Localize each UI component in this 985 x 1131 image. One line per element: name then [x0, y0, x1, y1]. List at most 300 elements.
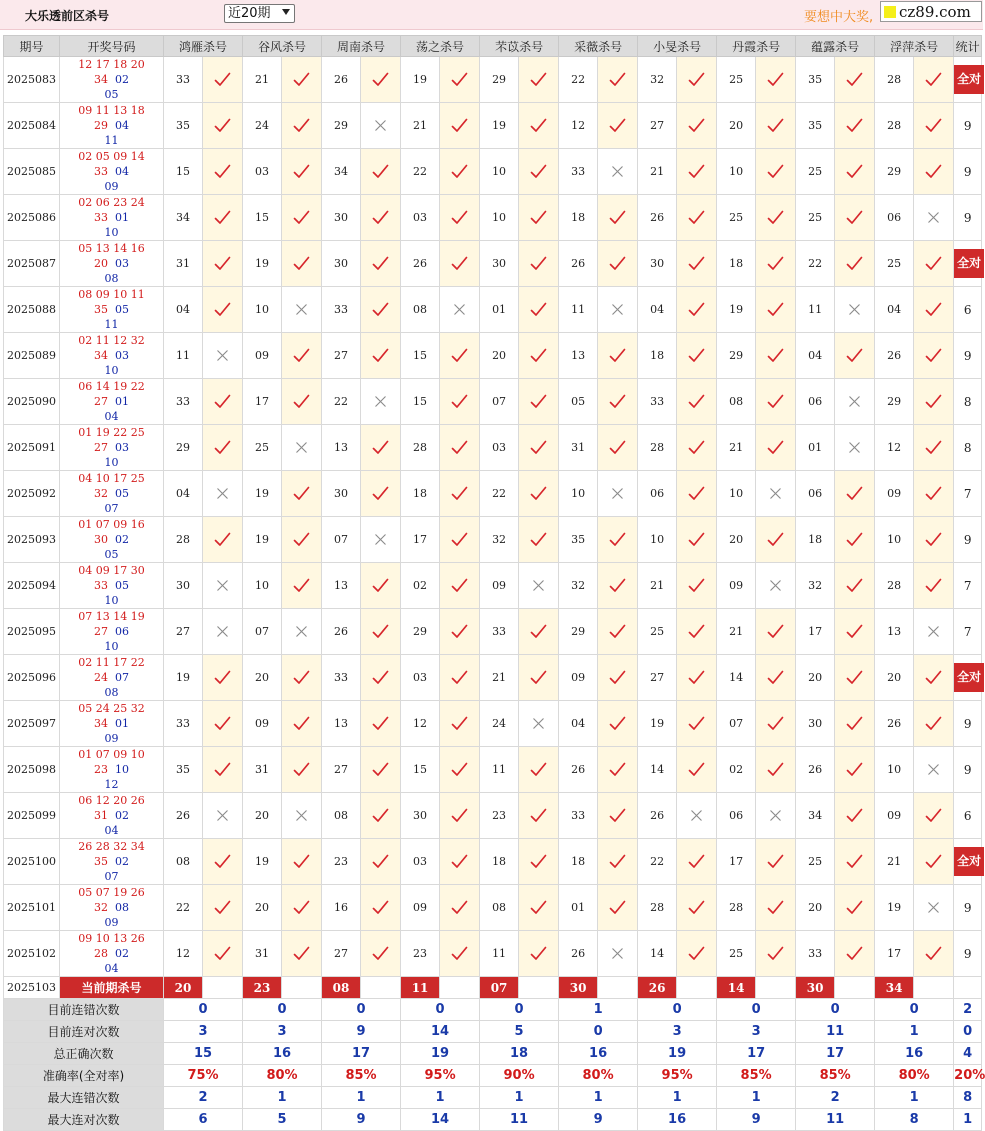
chevron-down-icon — [282, 9, 290, 15]
kill-number-cell: 08 — [401, 287, 440, 333]
check-icon — [835, 103, 875, 149]
kill-number-cell: 26 — [322, 57, 361, 103]
check-icon — [598, 517, 638, 563]
empty-cell — [677, 977, 717, 999]
stats-label: 最大连对次数 — [4, 1109, 164, 1131]
back-number: 01 — [115, 395, 129, 408]
current-kill-number: 34 — [875, 977, 914, 999]
check-icon — [282, 103, 322, 149]
cross-icon — [361, 379, 401, 425]
promo-text[interactable]: 要想中大奖, — [804, 10, 874, 25]
stats-value: 2 — [954, 999, 982, 1021]
kill-number-cell: 31 — [243, 931, 282, 977]
kill-number-cell: 28 — [717, 885, 756, 931]
kill-number-cell: 21 — [480, 655, 519, 701]
kill-number-cell: 17 — [401, 517, 440, 563]
kill-number-cell: 19 — [480, 103, 519, 149]
period-cell: 2025102 — [4, 931, 60, 977]
current-period-cell: 2025103 — [4, 977, 60, 999]
stats-row — [4, 1109, 982, 1131]
front-numbers: 26 28 32 34 35 — [78, 840, 145, 868]
front-numbers: 05 13 14 16 20 — [78, 242, 145, 270]
all-correct-badge: 全对 — [954, 663, 984, 692]
front-numbers: 02 11 17 22 24 — [78, 656, 145, 684]
check-icon — [756, 333, 796, 379]
check-icon — [361, 931, 401, 977]
cross-icon — [203, 793, 243, 839]
check-icon — [598, 195, 638, 241]
check-icon — [440, 517, 480, 563]
period-cell: 2025087 — [4, 241, 60, 287]
kill-number-cell: 26 — [401, 241, 440, 287]
stats-value: 19 — [638, 1043, 717, 1065]
back-number: 03 — [115, 441, 129, 454]
kill-number-cell: 20 — [796, 655, 835, 701]
back-number: 08 — [104, 686, 119, 699]
check-icon — [756, 287, 796, 333]
col-header-stats: 统计 — [954, 36, 982, 57]
kill-number-cell: 21 — [638, 149, 677, 195]
draw-numbers-cell — [60, 379, 164, 425]
back-number: 05 — [104, 88, 119, 101]
check-icon — [914, 57, 954, 103]
check-icon — [598, 885, 638, 931]
kill-number-cell: 29 — [322, 103, 361, 149]
draw-numbers-cell — [60, 241, 164, 287]
kill-number-cell: 27 — [164, 609, 203, 655]
back-number: 10 — [104, 594, 119, 607]
kill-number-cell: 26 — [559, 931, 598, 977]
stats-value: 0 — [717, 999, 796, 1021]
empty-cell — [598, 977, 638, 999]
stats-value: 75% — [164, 1065, 243, 1087]
kill-number-cell: 29 — [875, 379, 914, 425]
correct-count-cell — [954, 701, 982, 747]
check-icon — [914, 471, 954, 517]
draw-numbers-cell — [60, 333, 164, 379]
period-cell: 2025095 — [4, 609, 60, 655]
check-icon — [835, 609, 875, 655]
check-icon — [440, 195, 480, 241]
kill-number-cell: 32 — [796, 563, 835, 609]
correct-count-cell — [954, 241, 982, 287]
check-icon — [440, 701, 480, 747]
check-icon — [519, 57, 559, 103]
draw-numbers-cell — [60, 839, 164, 885]
col-header-expert[interactable]: 鸿雁杀号 — [164, 36, 243, 57]
check-icon — [282, 149, 322, 195]
kill-number-cell: 09 — [559, 655, 598, 701]
check-icon — [835, 793, 875, 839]
stats-value: 2 — [796, 1087, 875, 1109]
check-icon — [203, 57, 243, 103]
period-range-select[interactable] — [224, 4, 295, 23]
back-number: 07 — [115, 671, 129, 684]
stats-value: 9 — [559, 1109, 638, 1131]
period-cell: 2025085 — [4, 149, 60, 195]
check-icon — [677, 379, 717, 425]
stats-value: 1 — [401, 1087, 480, 1109]
check-icon — [677, 839, 717, 885]
kill-number-cell: 18 — [717, 241, 756, 287]
correct-count-cell — [954, 839, 982, 885]
check-icon — [282, 333, 322, 379]
check-icon — [756, 103, 796, 149]
back-number: 10 — [115, 763, 129, 776]
stats-value: 0 — [875, 999, 954, 1021]
kill-number-cell: 19 — [243, 839, 282, 885]
kill-number-cell: 24 — [480, 701, 519, 747]
check-icon — [519, 333, 559, 379]
kill-number-cell: 22 — [638, 839, 677, 885]
stats-value: 1 — [954, 1109, 982, 1131]
correct-count-cell — [954, 517, 982, 563]
stats-value: 80% — [559, 1065, 638, 1087]
period-cell: 2025084 — [4, 103, 60, 149]
stats-label: 目前连错次数 — [4, 999, 164, 1021]
check-icon — [440, 747, 480, 793]
kill-number-cell: 25 — [796, 839, 835, 885]
kill-number-cell: 33 — [164, 701, 203, 747]
kill-number-cell: 15 — [164, 149, 203, 195]
cross-icon — [282, 609, 322, 655]
draw-numbers-cell — [60, 885, 164, 931]
current-kill-number: 20 — [164, 977, 203, 999]
draw-numbers-cell — [60, 287, 164, 333]
period-cell: 2025096 — [4, 655, 60, 701]
page-title: 大乐透前区杀号 — [25, 9, 110, 23]
kill-number-cell: 07 — [322, 517, 361, 563]
kill-number-cell: 29 — [559, 609, 598, 655]
kill-number-cell: 10 — [480, 149, 519, 195]
kill-number-cell: 29 — [875, 149, 914, 195]
kill-number-cell: 27 — [638, 655, 677, 701]
check-icon — [203, 195, 243, 241]
cross-icon — [282, 287, 322, 333]
check-icon — [282, 57, 322, 103]
period-cell: 2025092 — [4, 471, 60, 517]
kill-number-cell: 23 — [322, 839, 361, 885]
check-icon — [677, 425, 717, 471]
cross-icon — [361, 517, 401, 563]
check-icon — [203, 931, 243, 977]
stats-value: 16 — [243, 1043, 322, 1065]
col-header-expert[interactable]: 荡之杀号 — [401, 36, 480, 57]
col-header-expert[interactable]: 采薇杀号 — [559, 36, 638, 57]
front-numbers: 01 07 09 16 30 — [78, 518, 145, 546]
draw-numbers-cell — [60, 149, 164, 195]
check-icon — [361, 793, 401, 839]
kill-number-cell: 31 — [559, 425, 598, 471]
cross-icon — [914, 747, 954, 793]
cross-icon — [598, 149, 638, 195]
draw-numbers-cell — [60, 103, 164, 149]
kill-number-cell: 01 — [480, 287, 519, 333]
col-header-expert[interactable]: 小旻杀号 — [638, 36, 717, 57]
kill-number-cell: 29 — [401, 609, 440, 655]
stats-value: 9 — [322, 1109, 401, 1131]
kill-number-cell: 21 — [875, 839, 914, 885]
kill-number-cell: 19 — [243, 471, 282, 517]
col-header-period: 期号 — [4, 36, 60, 57]
kill-number-cell: 26 — [875, 701, 914, 747]
stats-value: 17 — [717, 1043, 796, 1065]
table-row — [4, 655, 982, 701]
kill-number-cell: 25 — [875, 241, 914, 287]
table-row — [4, 701, 982, 747]
draw-numbers-cell — [60, 747, 164, 793]
stats-value: 5 — [480, 1021, 559, 1043]
stats-value: 11 — [480, 1109, 559, 1131]
back-number: 04 — [104, 410, 119, 423]
correct-count: 9 — [963, 900, 972, 915]
draw-numbers-cell — [60, 563, 164, 609]
kill-number-cell: 26 — [322, 609, 361, 655]
cross-icon — [756, 793, 796, 839]
period-cell: 2025098 — [4, 747, 60, 793]
back-number: 09 — [104, 916, 119, 929]
kill-number-cell: 15 — [401, 333, 440, 379]
kill-number-cell: 22 — [322, 379, 361, 425]
kill-number-cell: 30 — [164, 563, 203, 609]
kill-number-cell: 25 — [717, 57, 756, 103]
kill-number-cell: 09 — [875, 793, 914, 839]
back-number: 10 — [104, 364, 119, 377]
check-icon — [598, 793, 638, 839]
table-row — [4, 839, 982, 885]
kill-number-cell: 22 — [796, 241, 835, 287]
correct-count: 7 — [963, 486, 972, 501]
table-row — [4, 563, 982, 609]
period-cell: 2025097 — [4, 701, 60, 747]
stats-value: 11 — [796, 1021, 875, 1043]
check-icon — [677, 287, 717, 333]
kill-number-cell: 27 — [322, 333, 361, 379]
kill-number-cell: 07 — [243, 609, 282, 655]
cross-icon — [440, 287, 480, 333]
cross-icon — [598, 931, 638, 977]
back-number: 05 — [115, 579, 129, 592]
check-icon — [835, 701, 875, 747]
col-header-expert[interactable]: 芣苡杀号 — [480, 36, 559, 57]
check-icon — [440, 241, 480, 287]
check-icon — [361, 701, 401, 747]
kill-number-cell: 25 — [796, 195, 835, 241]
stats-value: 0 — [243, 999, 322, 1021]
kill-number-cell: 03 — [401, 655, 440, 701]
kill-number-cell: 03 — [480, 425, 519, 471]
back-number: 10 — [104, 226, 119, 239]
stats-label: 目前连对次数 — [4, 1021, 164, 1043]
kill-number-cell: 25 — [243, 425, 282, 471]
cross-icon — [598, 471, 638, 517]
col-header-expert[interactable]: 周南杀号 — [322, 36, 401, 57]
check-icon — [914, 563, 954, 609]
draw-numbers-cell — [60, 655, 164, 701]
check-icon — [677, 747, 717, 793]
period-cell: 2025090 — [4, 379, 60, 425]
correct-count-cell — [954, 885, 982, 931]
kill-number-cell: 11 — [559, 287, 598, 333]
cross-icon — [914, 885, 954, 931]
back-number: 05 — [104, 548, 119, 561]
stats-value: 1 — [638, 1087, 717, 1109]
check-icon — [519, 885, 559, 931]
cross-icon — [203, 609, 243, 655]
draw-numbers-cell — [60, 931, 164, 977]
check-icon — [440, 333, 480, 379]
check-icon — [519, 747, 559, 793]
back-number: 05 — [115, 303, 129, 316]
front-numbers: 01 19 22 25 27 — [78, 426, 145, 454]
kill-number-cell: 14 — [638, 747, 677, 793]
kill-number-cell: 10 — [717, 149, 756, 195]
check-icon — [519, 655, 559, 701]
kill-number-cell: 20 — [243, 885, 282, 931]
check-icon — [914, 379, 954, 425]
col-header-expert[interactable]: 丹霞杀号 — [717, 36, 796, 57]
stats-value: 8 — [954, 1087, 982, 1109]
back-number: 06 — [115, 625, 129, 638]
check-icon — [519, 931, 559, 977]
empty-cell — [954, 977, 982, 999]
check-icon — [835, 241, 875, 287]
back-number: 04 — [104, 962, 119, 975]
back-number: 11 — [104, 318, 119, 331]
check-icon — [835, 655, 875, 701]
correct-count-cell — [954, 655, 982, 701]
kill-number-cell: 04 — [638, 287, 677, 333]
current-kill-number: 30 — [559, 977, 598, 999]
cross-icon — [519, 701, 559, 747]
kill-number-cell: 33 — [322, 655, 361, 701]
current-kill-number: 11 — [401, 977, 440, 999]
empty-cell — [440, 977, 480, 999]
stats-row — [4, 1021, 982, 1043]
kill-number-cell: 32 — [559, 563, 598, 609]
kill-number-cell: 08 — [164, 839, 203, 885]
check-icon — [835, 471, 875, 517]
check-icon — [203, 701, 243, 747]
check-icon — [361, 333, 401, 379]
front-numbers: 05 07 19 26 32 — [78, 886, 145, 914]
kill-number-cell: 13 — [322, 563, 361, 609]
check-icon — [203, 241, 243, 287]
kill-number-cell: 25 — [717, 931, 756, 977]
stats-value: 16 — [559, 1043, 638, 1065]
stats-label: 总正确次数 — [4, 1043, 164, 1065]
site-logo[interactable] — [880, 1, 982, 22]
check-icon — [756, 931, 796, 977]
kill-number-cell: 33 — [559, 793, 598, 839]
table-row — [4, 57, 982, 103]
correct-count-cell — [954, 931, 982, 977]
kill-number-cell: 15 — [243, 195, 282, 241]
check-icon — [361, 885, 401, 931]
check-icon — [519, 379, 559, 425]
kill-number-cell: 30 — [322, 195, 361, 241]
stats-value: 2 — [164, 1087, 243, 1109]
kill-number-cell: 20 — [796, 885, 835, 931]
kill-number-cell: 14 — [638, 931, 677, 977]
correct-count-cell — [954, 103, 982, 149]
table-row — [4, 747, 982, 793]
current-kill-number: 23 — [243, 977, 282, 999]
check-icon — [598, 379, 638, 425]
kill-number-cell: 22 — [559, 57, 598, 103]
correct-count-cell — [954, 287, 982, 333]
stats-value: 90% — [480, 1065, 559, 1087]
logo-text: cz89.com — [899, 3, 971, 21]
kill-number-cell: 33 — [164, 57, 203, 103]
stats-value: 17 — [796, 1043, 875, 1065]
col-header-expert[interactable]: 蕴露杀号 — [796, 36, 875, 57]
check-icon — [519, 241, 559, 287]
kill-number-cell: 33 — [638, 379, 677, 425]
kill-number-cell: 25 — [796, 149, 835, 195]
stats-value: 14 — [401, 1109, 480, 1131]
kill-number-cell: 17 — [875, 931, 914, 977]
check-icon — [203, 103, 243, 149]
check-icon — [677, 517, 717, 563]
empty-cell — [361, 977, 401, 999]
stats-value: 0 — [480, 999, 559, 1021]
check-icon — [677, 195, 717, 241]
check-icon — [203, 287, 243, 333]
draw-numbers-cell — [60, 425, 164, 471]
kill-number-cell: 27 — [322, 747, 361, 793]
kill-number-cell: 04 — [559, 701, 598, 747]
check-icon — [440, 839, 480, 885]
check-icon — [519, 425, 559, 471]
stats-value: 85% — [717, 1065, 796, 1087]
kill-number-cell: 29 — [164, 425, 203, 471]
check-icon — [914, 241, 954, 287]
kill-number-table — [3, 35, 985, 1131]
check-icon — [914, 931, 954, 977]
back-number: 01 — [115, 211, 129, 224]
col-header-expert[interactable]: 浮萍杀号 — [875, 36, 954, 57]
check-icon — [361, 149, 401, 195]
check-icon — [282, 563, 322, 609]
stats-label: 准确率(全对率) — [4, 1065, 164, 1087]
kill-number-cell: 09 — [243, 701, 282, 747]
kill-number-cell: 34 — [164, 195, 203, 241]
period-cell: 2025086 — [4, 195, 60, 241]
kill-number-cell: 18 — [401, 471, 440, 517]
kill-number-cell: 12 — [875, 425, 914, 471]
kill-number-cell: 15 — [401, 379, 440, 425]
kill-number-cell: 20 — [717, 517, 756, 563]
kill-number-cell: 26 — [638, 195, 677, 241]
check-icon — [756, 425, 796, 471]
stats-value: 11 — [796, 1109, 875, 1131]
kill-number-cell: 18 — [638, 333, 677, 379]
cross-icon — [282, 793, 322, 839]
check-icon — [914, 655, 954, 701]
back-number: 07 — [104, 870, 119, 883]
check-icon — [519, 609, 559, 655]
kill-number-cell: 02 — [401, 563, 440, 609]
kill-number-cell: 06 — [796, 379, 835, 425]
kill-number-cell: 26 — [638, 793, 677, 839]
col-header-expert[interactable]: 谷风杀号 — [243, 36, 322, 57]
kill-number-cell: 20 — [480, 333, 519, 379]
period-cell: 2025088 — [4, 287, 60, 333]
stats-value: 14 — [401, 1021, 480, 1043]
kill-number-cell: 02 — [717, 747, 756, 793]
stats-value: 16 — [638, 1109, 717, 1131]
